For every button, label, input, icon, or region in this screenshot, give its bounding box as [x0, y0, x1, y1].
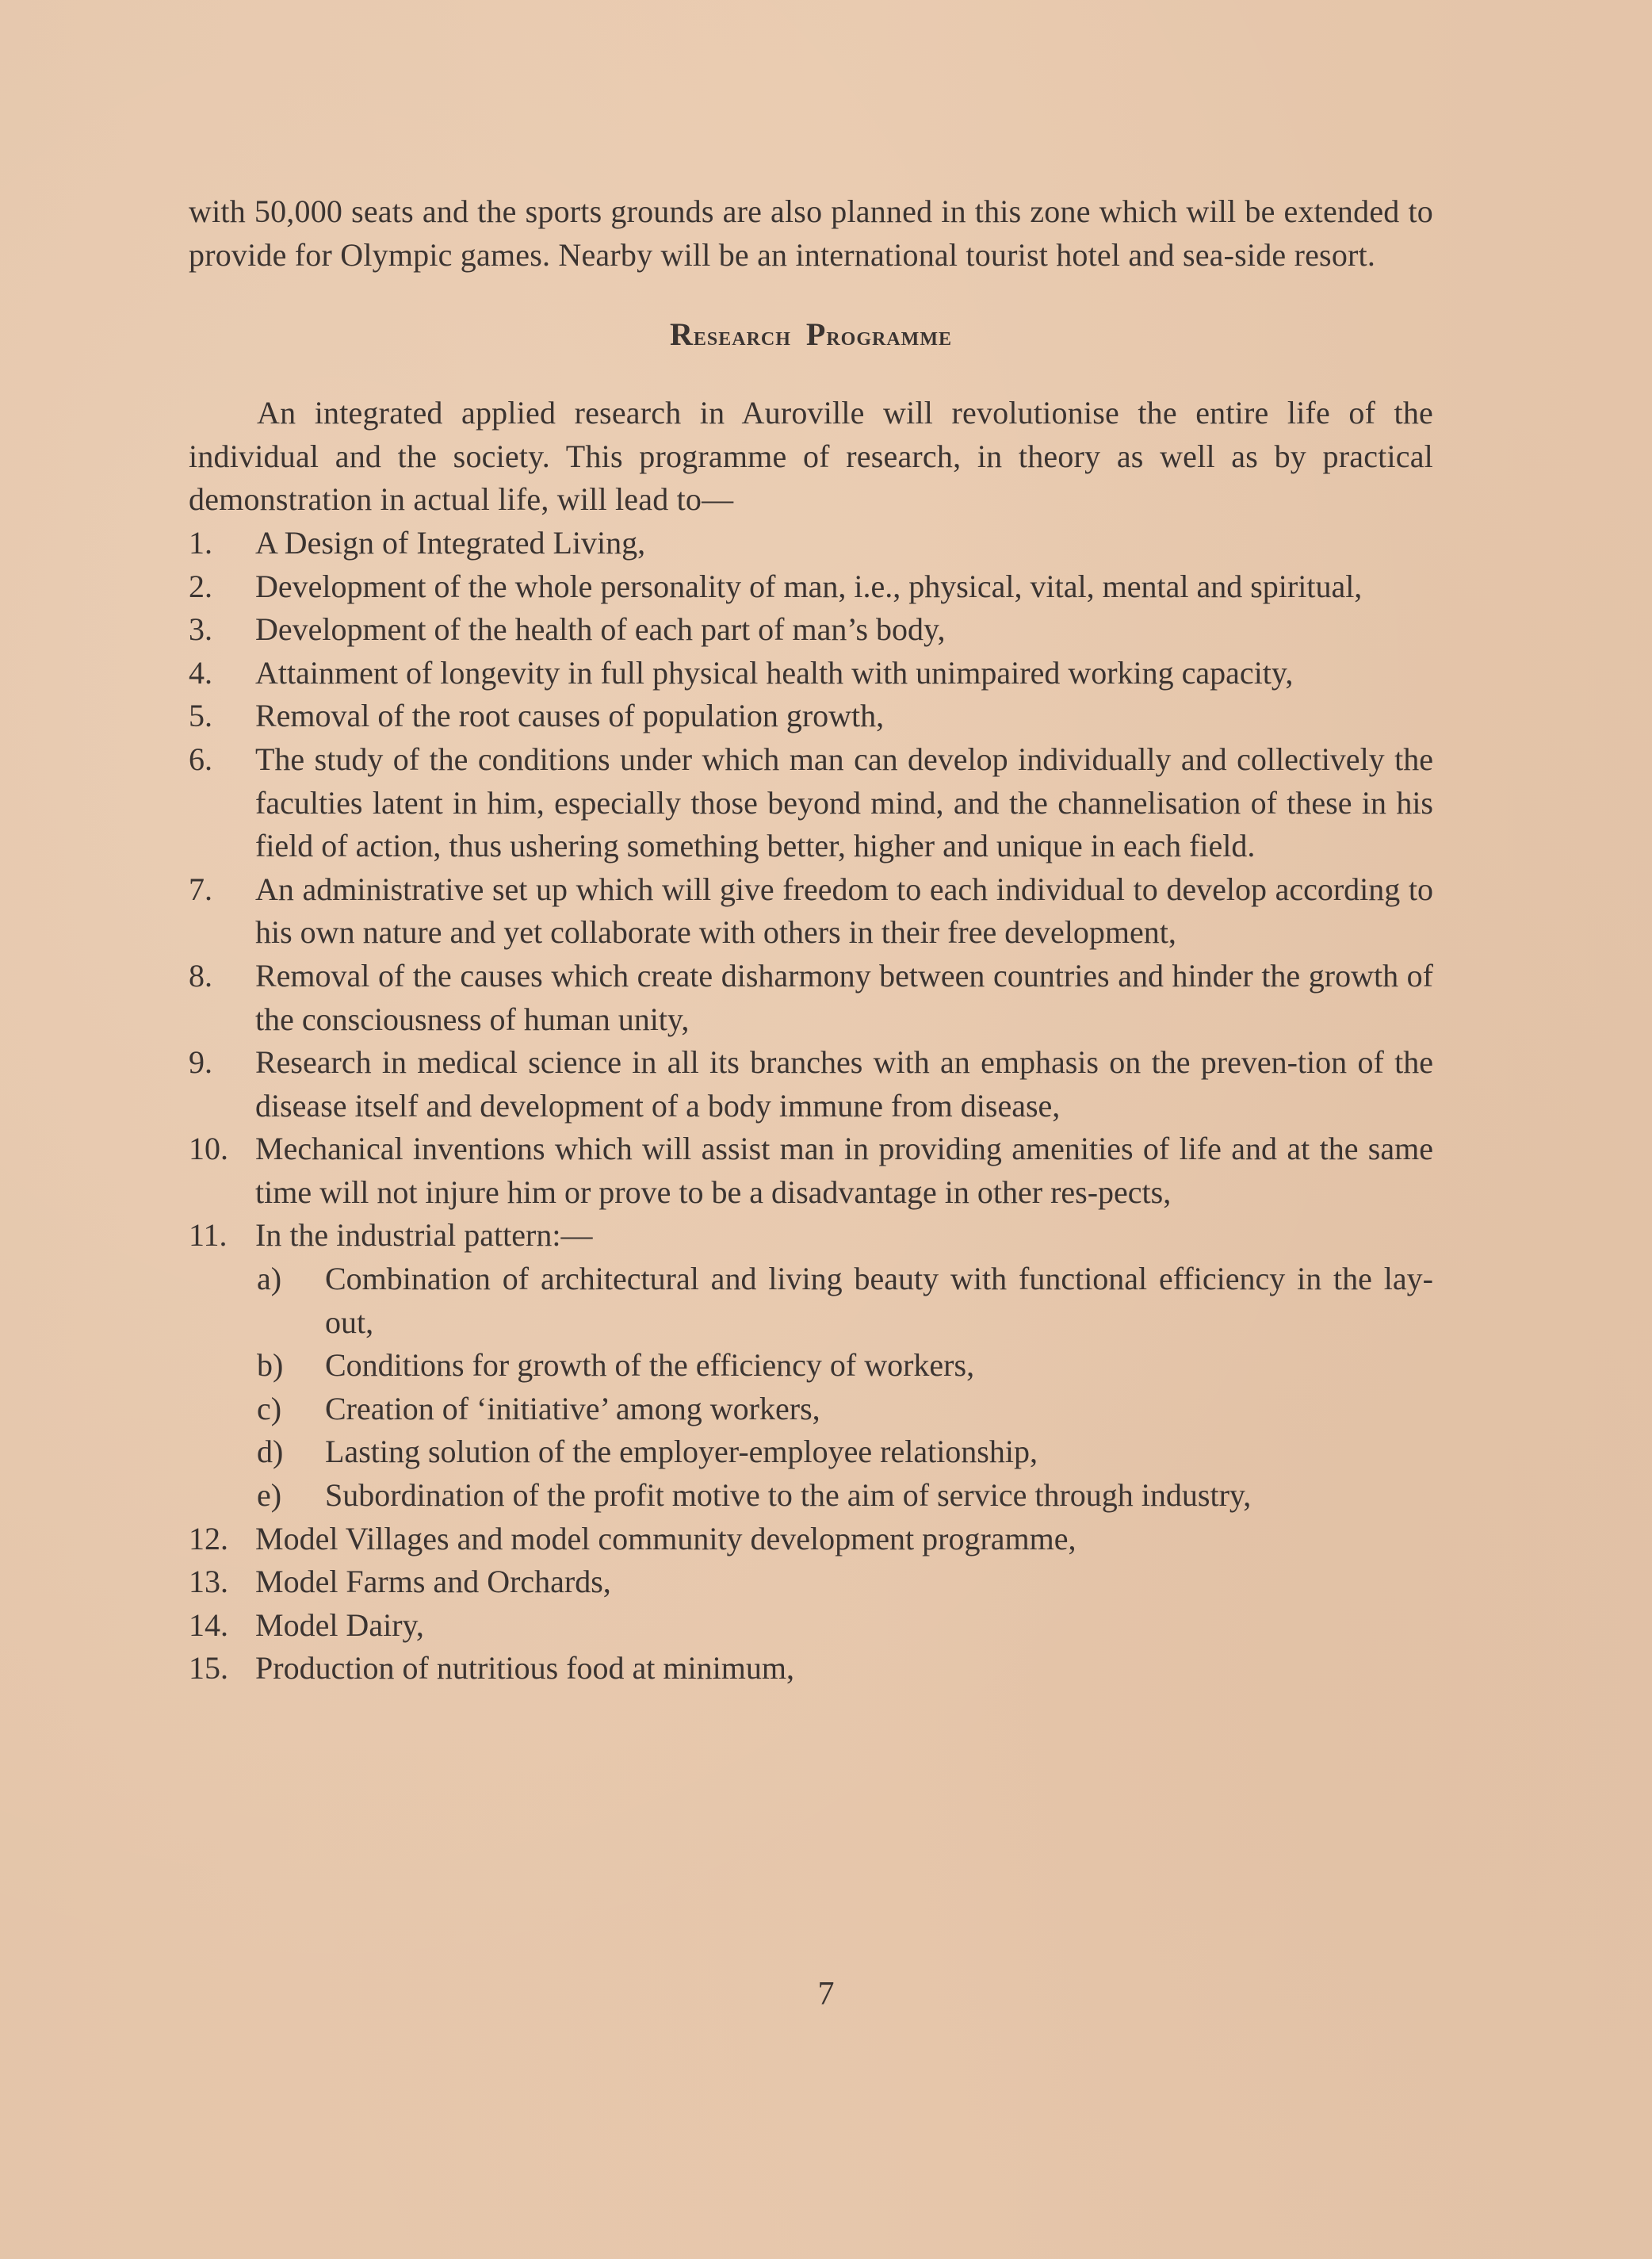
subitem-text: Conditions for growth of the efficiency of workers,: [325, 1347, 975, 1384]
item-number: 5.: [189, 698, 212, 734]
item-number: 10.: [189, 1131, 228, 1167]
list-item: [189, 652, 1433, 695]
list-item: [189, 695, 1433, 738]
item-text: The study of the conditions under which man can develop individually and collectively the faculties latent in him, especially those beyond mind, and the channelisation of these in his field of action, thus ushering something better, higher and unique in each field.: [255, 741, 1433, 864]
subitem-text: Subordination of the profit motive to the aim of service through industry,: [325, 1477, 1252, 1514]
item-text: Development of the health of each part of man’s body,: [255, 611, 946, 648]
item-text: Model Farms and Orchards,: [255, 1564, 611, 1600]
subitem-text: Combination of architectural and living beauty with functional efficiency in the lay-out,: [325, 1261, 1433, 1340]
item-number: 11.: [189, 1217, 228, 1254]
research-programme-list: [189, 522, 1433, 1690]
list-item: [189, 1518, 1433, 1561]
intro-paragraph: An integrated applied research in Auroville will revolutionise the entire life of the individual and the society. This programme of research, in theory as well as by practical demonstration in actual life, will lead to—: [189, 395, 1433, 518]
industrial-pattern-sublist: [255, 1258, 1433, 1518]
item-number: 14.: [189, 1606, 228, 1643]
item-text: Removal of the root causes of population growth,: [255, 698, 885, 734]
list-item: [189, 1647, 1433, 1690]
item-text: Attainment of longevity in full physical health with unimpaired working capacity,: [255, 654, 1294, 691]
item-text: An administrative set up which will give freedom to each individual to develop according to his own nature and yet collaborate with others in their free development,: [255, 871, 1433, 951]
item-text: In the industrial pattern:—: [255, 1217, 593, 1254]
list-item: [189, 868, 1433, 955]
heading-rest-1: esearch: [693, 322, 791, 352]
document-page: [189, 190, 1433, 1690]
item-number: 3.: [189, 611, 212, 648]
sub-list-item: [255, 1430, 1433, 1474]
opening-paragraph: with 50,000 seats and the sports grounds are also planned in this zone which will be extended to provide for Olympic games. Nearby will be an international tourist hotel and sea-side resort.: [189, 193, 1433, 273]
section-heading: [189, 313, 1433, 358]
subitem-letter: e): [257, 1477, 282, 1514]
item-text: Development of the whole personality of man, i.e., physical, vital, mental and spiritual,: [255, 568, 1363, 604]
list-item: [189, 738, 1433, 868]
item-text: Research in medical science in all its branches with an emphasis on the preven-tion of the disease itself and development of a body immune from disease,: [255, 1044, 1433, 1124]
item-number: 2.: [189, 568, 212, 604]
item-number: 7.: [189, 871, 212, 907]
list-item: [189, 608, 1433, 652]
item-number: 15.: [189, 1650, 228, 1687]
list-item: [189, 1128, 1433, 1214]
subitem-text: Lasting solution of the employer-employee relationship,: [325, 1434, 1038, 1470]
sub-list-item: [255, 1344, 1433, 1388]
item-number: 1.: [189, 524, 212, 561]
item-text: Model Dairy,: [255, 1606, 424, 1643]
subitem-letter: a): [257, 1261, 282, 1297]
subitem-letter: b): [257, 1347, 284, 1384]
subitem-text: Creation of ‘initiative’ among workers,: [325, 1390, 820, 1426]
item-text: A Design of Integrated Living,: [255, 524, 646, 561]
item-number: 13.: [189, 1564, 228, 1600]
list-item: [189, 955, 1433, 1041]
subitem-letter: d): [257, 1434, 284, 1470]
subitem-letter: c): [257, 1390, 282, 1426]
page-number: 7: [817, 1976, 835, 2012]
list-item: [189, 1560, 1433, 1604]
item-text: Model Villages and model community development programme,: [255, 1520, 1076, 1556]
sub-list-item: [255, 1258, 1433, 1344]
list-item: [189, 522, 1433, 565]
list-item: [189, 1041, 1433, 1128]
list-item: [189, 1604, 1433, 1648]
list-item-industrial-pattern: [189, 1214, 1433, 1517]
item-number: 4.: [189, 654, 212, 691]
heading-rest-2: rogramme: [826, 322, 952, 352]
list-item: [189, 565, 1433, 609]
item-text: Production of nutritious food at minimum,: [255, 1650, 794, 1687]
item-text: Removal of the causes which create disharmony between countries and hinder the growth of the consciousness of human unity,: [255, 957, 1433, 1037]
sub-list-item: [255, 1388, 1433, 1431]
heading-initial-1: R: [669, 316, 694, 353]
heading-initial-2: P: [805, 316, 827, 353]
sub-list-item: [255, 1474, 1433, 1518]
item-number: 6.: [189, 741, 212, 777]
item-number: 8.: [189, 957, 212, 994]
item-number: 12.: [189, 1520, 228, 1556]
item-number: 9.: [189, 1044, 212, 1081]
item-text: Mechanical inventions which will assist man in providing amenities of life and at the same time will not injure him or prove to be a disadvantage in other res-pects,: [255, 1131, 1433, 1210]
